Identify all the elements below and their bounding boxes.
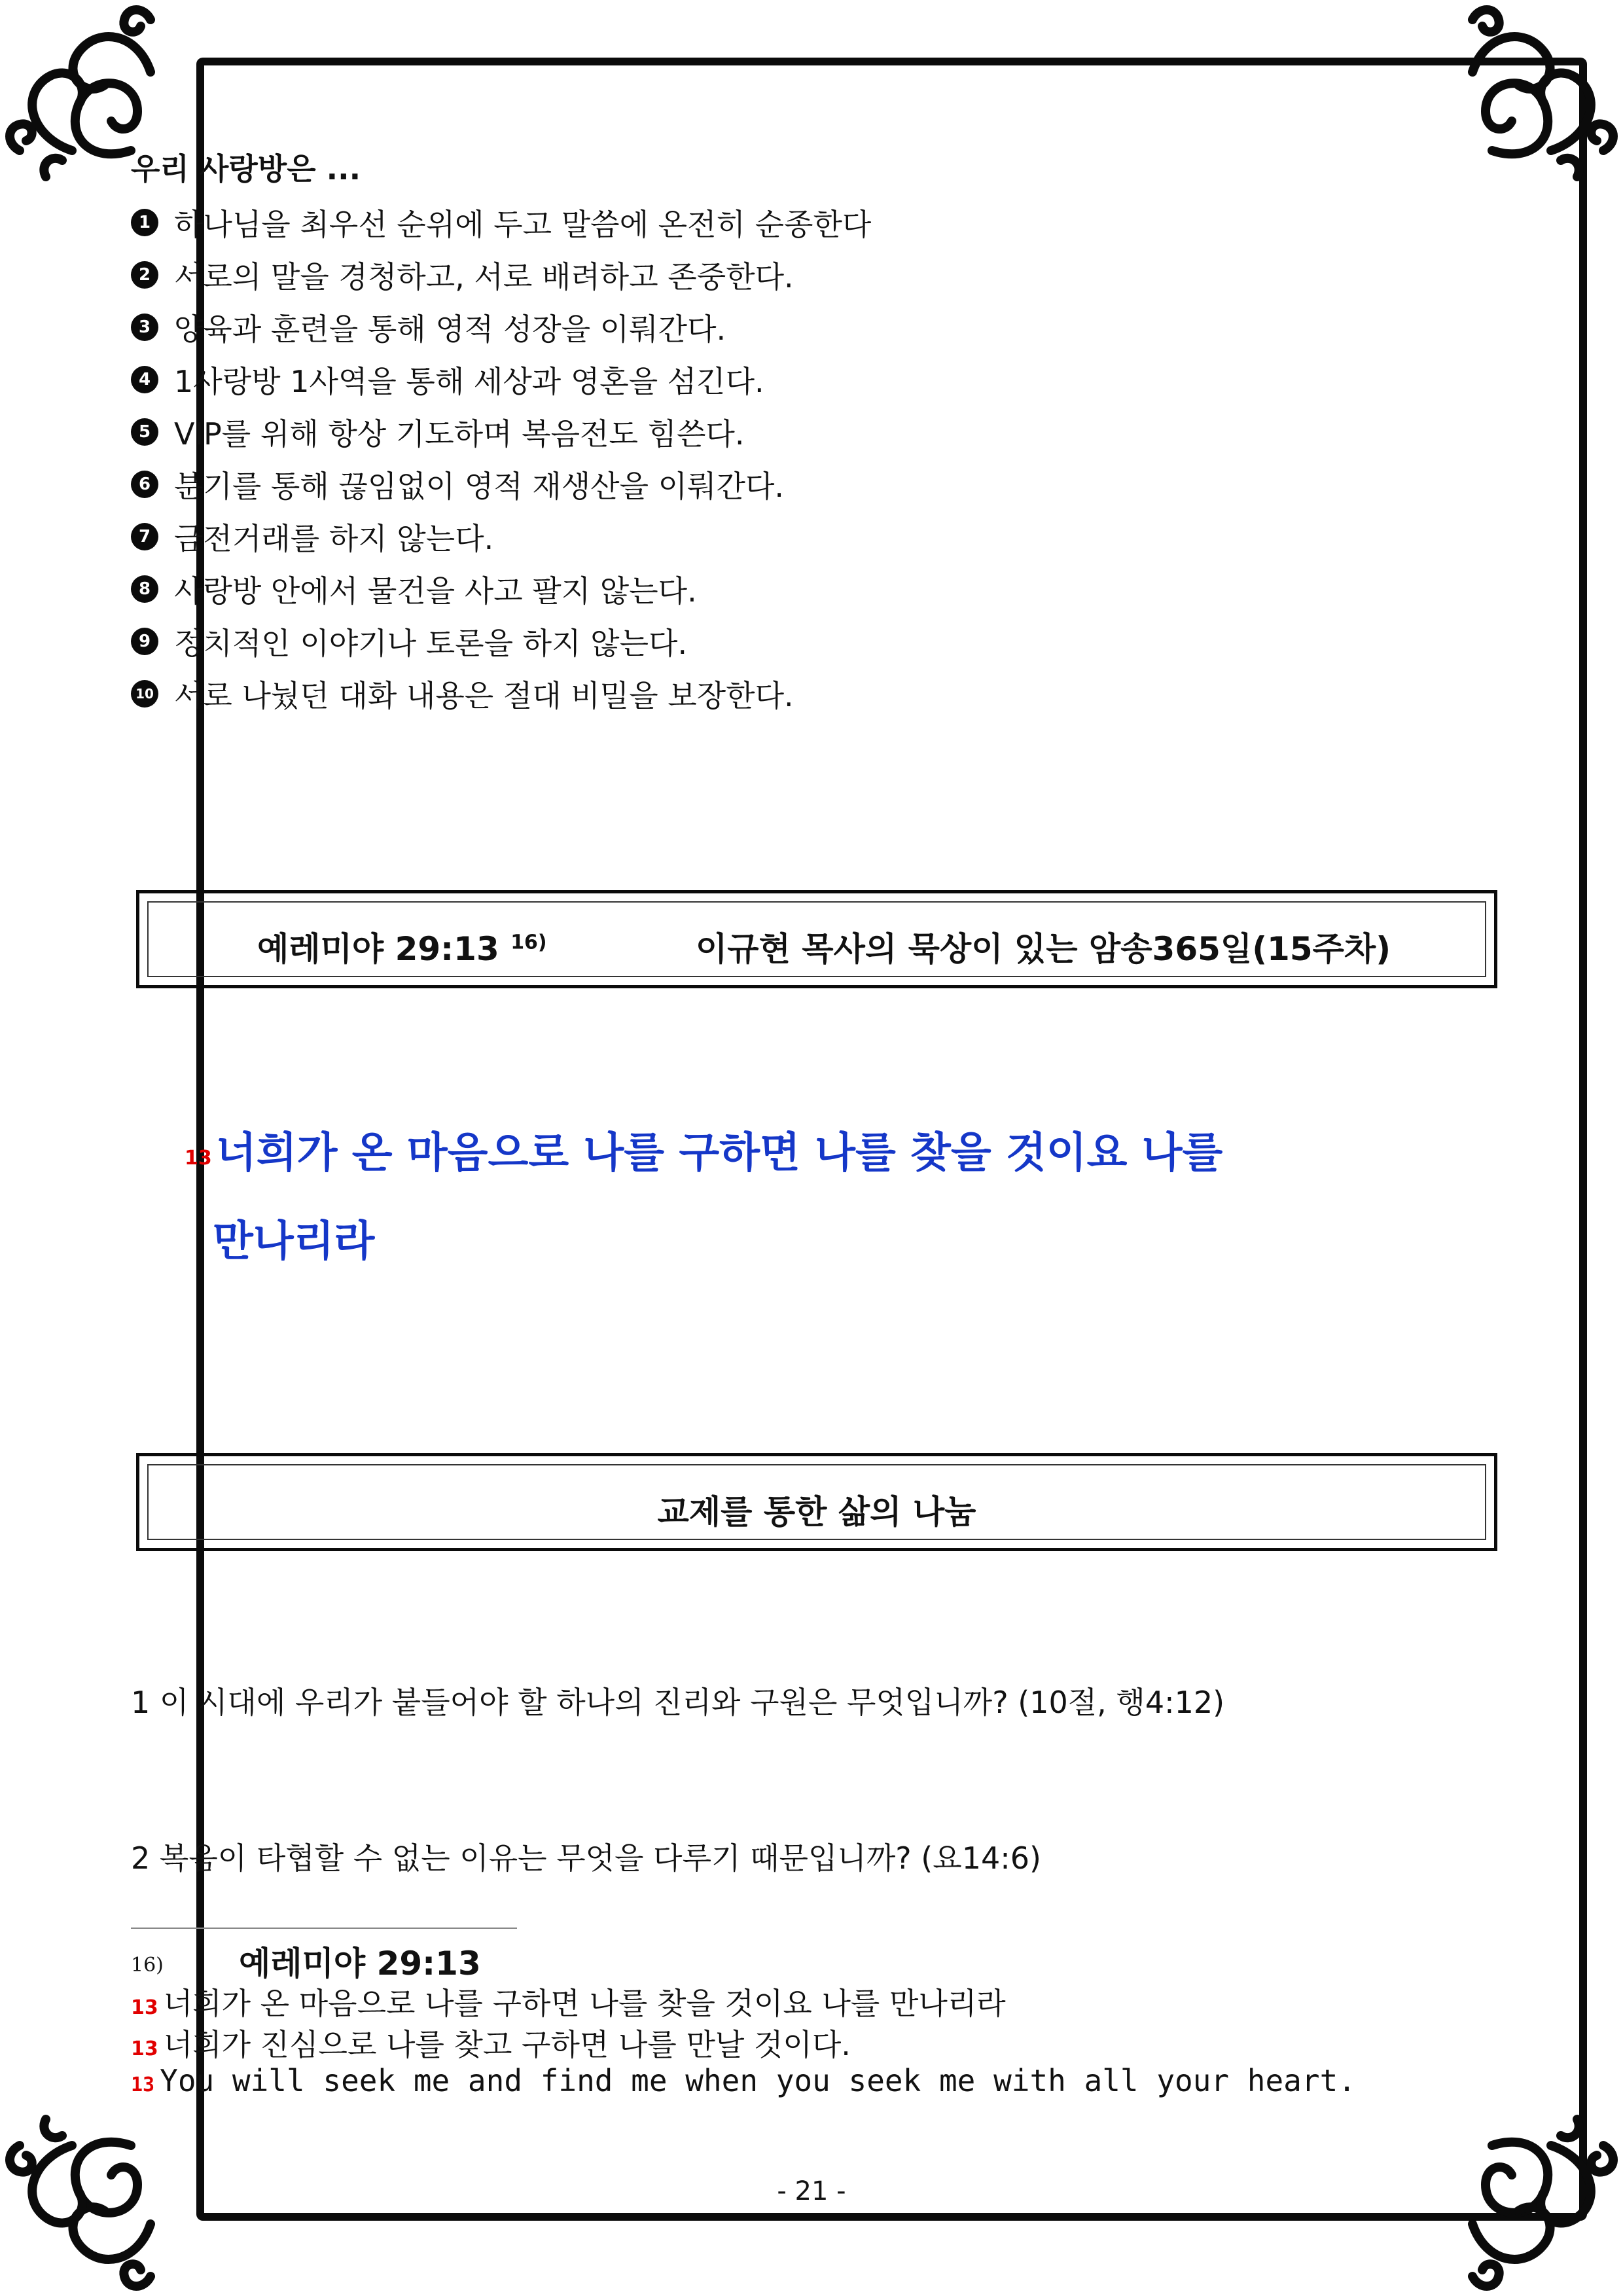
footnote-verse-number: 13 <box>131 1996 158 2019</box>
memory-verse-reference <box>257 923 547 970</box>
question-1: 1 이 시대에 우리가 붙들어야 할 하나의 진리와 구원은 무엇입니까? (10절, 행4:12) <box>131 1685 1225 1720</box>
rule-number-badge: 8 <box>131 575 158 603</box>
rules-heading: 우리 사랑방은 ... <box>131 151 361 187</box>
rule-item <box>131 458 871 511</box>
verse-text-line-1: 너희가 온 마음으로 나를 구하면 나를 찾을 것이요 나를 <box>216 1128 1223 1177</box>
page-number: - 21 - <box>777 2176 846 2206</box>
rule-item <box>131 511 871 563</box>
rule-text: 1사랑방 1사역을 통해 세상과 영혼을 섬긴다. <box>174 364 764 399</box>
rule-text: VIP를 위해 항상 기도하며 복음전도 힘쓴다. <box>174 416 745 452</box>
question-2: 2 복음이 타협할 수 없는 이유는 무엇을 다루기 때문입니까? (요14:6) <box>131 1840 1041 1876</box>
footnote-line <box>131 1980 1006 2023</box>
rule-item <box>131 615 871 668</box>
rule-number-badge: 9 <box>131 628 158 655</box>
rule-item <box>131 249 871 301</box>
rule-text: 양육과 훈련을 통해 영적 성장을 이뤄간다. <box>174 312 726 347</box>
footnote-title: 예레미야 29:13 <box>239 1945 481 1982</box>
verse-number: 13 <box>185 1147 212 1170</box>
rule-number-badge: 5 <box>131 418 158 446</box>
footnote-divider <box>131 1928 517 1929</box>
footnote-ref-link[interactable]: 16) <box>510 931 547 954</box>
ornament-corner-top-right <box>1414 0 1623 209</box>
rule-text: 하나님을 최우선 순위에 두고 말씀에 온전히 순종한다 <box>174 207 872 242</box>
sharing-title-box <box>136 1453 1497 1551</box>
rules-list <box>131 196 871 720</box>
verse-text-line-2: 만나리라 <box>213 1217 375 1266</box>
rule-number-badge: 2 <box>131 261 158 289</box>
footnote-verse-text: 너희가 온 마음으로 나를 구하면 나를 찾을 것이요 나를 만나리라 <box>163 1986 1006 2021</box>
rule-number-badge: 10 <box>131 680 158 708</box>
footnote-verse-text: 너희가 진심으로 나를 찾고 구하면 나를 만날 것이다. <box>163 2027 851 2062</box>
footnote-verse-number: 13 <box>131 2073 155 2096</box>
rule-item <box>131 668 871 720</box>
rule-number-badge: 3 <box>131 314 158 341</box>
rule-text: 정치적인 이야기나 토론을 하지 않는다. <box>174 626 688 661</box>
sharing-title: 교제를 통한 삶의 나눔 <box>657 1493 976 1531</box>
rule-item <box>131 301 871 353</box>
rule-text: 서로의 말을 경청하고, 서로 배려하고 존중한다. <box>174 259 794 295</box>
memory-verse-reference-text: 예레미야 29:13 <box>257 930 499 968</box>
footnote-verse-text: You will seek me and find me when you seek me with all your heart. <box>160 2063 1356 2098</box>
footnote-verse-number: 13 <box>131 2037 158 2060</box>
rule-text: 분기를 통해 끊임없이 영적 재생산을 이뤄간다. <box>174 469 785 504</box>
memory-verse-box <box>136 890 1497 988</box>
rule-text: 금전거래를 하지 않는다. <box>174 521 494 556</box>
rule-text: 서로 나눴던 대화 내용은 절대 비밀을 보장한다. <box>174 678 794 713</box>
rule-number-badge: 6 <box>131 471 158 498</box>
footnote-line <box>131 2063 1356 2098</box>
rule-number-badge: 1 <box>131 209 158 236</box>
rule-item <box>131 353 871 406</box>
rule-item <box>131 196 871 249</box>
footnote-mark: 16) <box>131 1954 164 1977</box>
memory-verse-subtitle: 이규현 목사의 묵상이 있는 암송365일(15주차) <box>696 930 1391 968</box>
rule-item <box>131 406 871 458</box>
rule-item <box>131 563 871 615</box>
rule-number-badge: 4 <box>131 366 158 393</box>
footnote-line <box>131 2021 851 2064</box>
rule-text: 사랑방 안에서 물건을 사고 팔지 않는다. <box>174 573 697 609</box>
rule-number-badge: 7 <box>131 523 158 550</box>
